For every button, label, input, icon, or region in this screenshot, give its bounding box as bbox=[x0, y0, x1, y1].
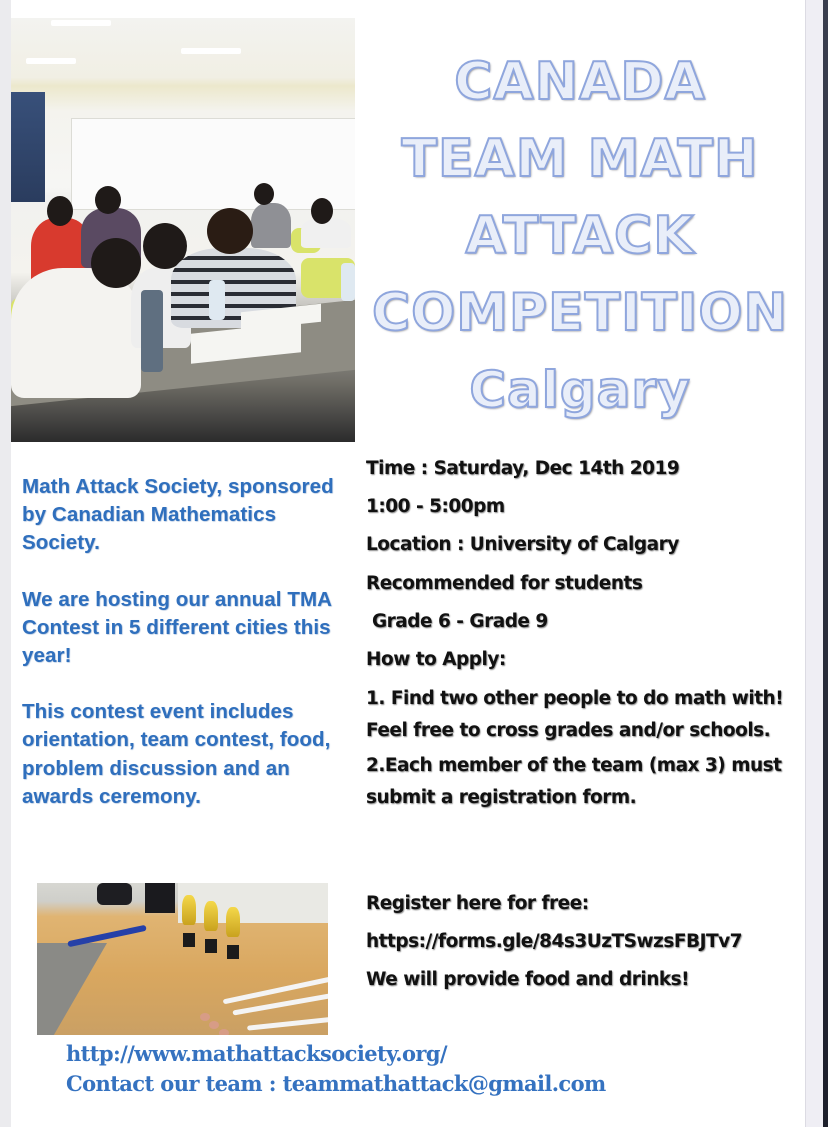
ceiling-light bbox=[51, 20, 111, 26]
viewer-edge bbox=[823, 0, 828, 1127]
title-line-team-math: TEAM MATH bbox=[401, 129, 759, 189]
registration-link[interactable]: https://forms.gle/84s3UzTSwzsFBJTv7 bbox=[366, 931, 743, 953]
person-head bbox=[311, 198, 333, 224]
grade-range: Grade 6 - Grade 9 bbox=[366, 610, 548, 632]
bronze-medal bbox=[209, 1021, 219, 1029]
apply-step-1: 1. Find two other people to do math with! Feel free to cross grades and/or schools. bbox=[366, 688, 784, 741]
event-details bbox=[366, 450, 796, 817]
trophy-icon bbox=[182, 895, 196, 947]
recommended-label: Recommended for students bbox=[366, 572, 643, 594]
bronze-medal bbox=[219, 1029, 229, 1035]
trophies-photo bbox=[37, 883, 328, 1035]
person-head bbox=[254, 183, 274, 205]
ceiling-light bbox=[26, 58, 76, 64]
trophy-icon bbox=[226, 907, 240, 959]
person-head bbox=[91, 238, 141, 288]
person-head bbox=[95, 186, 121, 214]
how-to-apply-heading: How to Apply: bbox=[366, 649, 506, 671]
person bbox=[251, 203, 291, 248]
page-left-margin bbox=[0, 0, 11, 1127]
registration-section bbox=[366, 885, 806, 1000]
title-line-city: Calgary bbox=[469, 361, 691, 419]
window bbox=[11, 92, 45, 202]
event-time: Time : Saturday, Dec 14th 2019 bbox=[366, 458, 680, 479]
intro-sponsor: Math Attack Society, sponsored by Canadian Mathematics Society. bbox=[22, 475, 334, 555]
bronze-medal bbox=[200, 1013, 210, 1021]
register-label: Register here for free: bbox=[366, 893, 589, 914]
page-right-gutter bbox=[805, 0, 824, 1127]
person bbox=[11, 268, 141, 398]
event-hours: 1:00 - 5:00pm bbox=[366, 496, 505, 518]
students-classroom-photo bbox=[11, 18, 355, 442]
event-title bbox=[360, 44, 800, 429]
person-head bbox=[207, 208, 253, 254]
person-head bbox=[47, 196, 73, 226]
water-bottle bbox=[141, 290, 163, 372]
contact-email[interactable]: Contact our team : teammathattack@gmail.com bbox=[66, 1071, 606, 1096]
intro-hosting: We are hosting our annual TMA Contest in 5 different cities this year! bbox=[22, 587, 332, 668]
water-bottle bbox=[341, 263, 355, 301]
white-medal-ribbon bbox=[247, 1016, 328, 1030]
trophy-icon bbox=[204, 901, 218, 953]
event-location: Location : University of Calgary bbox=[366, 534, 679, 556]
water-bottle bbox=[209, 280, 225, 320]
wall bbox=[178, 883, 328, 923]
title-line-country: CANADA bbox=[454, 52, 706, 112]
website-link[interactable]: http://www.mathattacksociety.org/ bbox=[66, 1041, 448, 1066]
food-note: We will provide food and drinks! bbox=[366, 969, 690, 991]
title-line-competition: COMPETITION bbox=[371, 283, 789, 343]
title-line-attack: ATTACK bbox=[465, 206, 695, 266]
person-legs bbox=[145, 883, 175, 913]
intro-event-includes: This contest event includes orientation, team contest, food, problem discussion and an awards ceremony. bbox=[22, 700, 331, 808]
blue-medal-ribbons bbox=[67, 925, 146, 948]
intro-text bbox=[22, 473, 357, 839]
apply-step-2: 2.Each member of the team (max 3) must submit a registration form. bbox=[366, 755, 782, 808]
contact-footer bbox=[66, 1039, 766, 1099]
ceiling-light bbox=[181, 48, 241, 54]
floor bbox=[37, 943, 107, 1035]
bag bbox=[97, 883, 132, 905]
